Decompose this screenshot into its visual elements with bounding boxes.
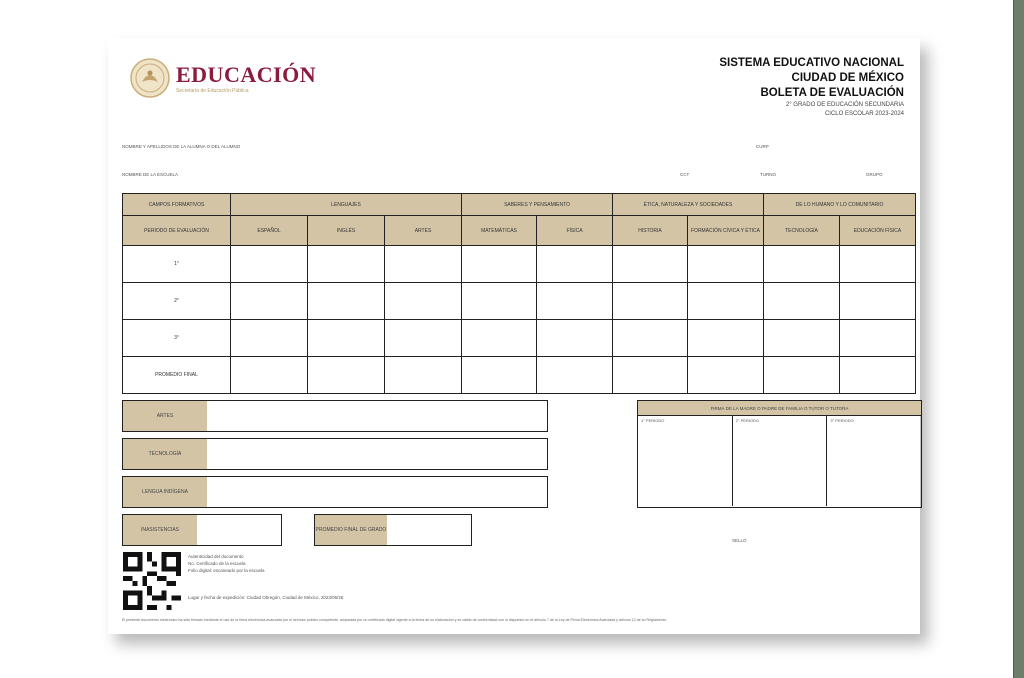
group-header: ÉTICA, NATURALEZA Y SOCIEDADES [613, 194, 764, 216]
grade-cell[interactable] [537, 283, 613, 320]
signature-section [637, 400, 922, 508]
legal-footer: El presente documento electrónico ha sido firmado mediante el uso de la firma electrónica avanzada por el servidor público competente, amparada por un certificado digital vigente a la fecha de su elaboración y es válido de conformidad con lo dispuesto en el artículo 7 de la Ley de Firma Electrónica Avanzada y artículo 12 de su Reglamento. [122, 618, 667, 622]
artes-box-label: ARTES [123, 401, 207, 431]
subject-header: EDUCACIÓN FÍSICA [840, 216, 916, 246]
issue-place-date: Lugar y fecha de expedición: Ciudad Obregón, Ciudad de México, 2023/06/26 [188, 595, 344, 600]
grade-cell[interactable] [613, 283, 688, 320]
grade-cell[interactable] [308, 320, 385, 357]
group-header: DE LO HUMANO Y LO COMUNITARIO [764, 194, 916, 216]
subject-header: TECNOLOGÍA [764, 216, 840, 246]
group-header: LENGUAJES [231, 194, 462, 216]
student-name-label: NOMBRE Y APELLIDOS DE LA ALUMNA O DEL ALUMNO [122, 144, 241, 149]
periodo-header: PERIODO DE EVALUACIÓN [123, 216, 231, 246]
sello-label: SELLO [732, 538, 747, 543]
validation-line-2: No. Certificado de la escuela [188, 561, 246, 566]
education-logo-text: EDUCACIÓN [176, 62, 317, 87]
education-logo-subtitle: Secretaría de Educación Pública [176, 88, 249, 94]
promedio-final-box[interactable] [314, 514, 472, 546]
artes-box[interactable] [122, 400, 548, 432]
period-label: 2° [123, 283, 231, 320]
window-edge [1013, 0, 1024, 678]
subject-header: ESPAÑOL [231, 216, 308, 246]
qr-code-icon [122, 552, 182, 610]
grade-cell[interactable] [688, 320, 764, 357]
grade-cell[interactable] [231, 283, 308, 320]
grade-cell[interactable] [231, 246, 308, 283]
inasistencias-box-label: INASISTENCIAS [123, 515, 197, 545]
grade-cell[interactable] [840, 283, 916, 320]
signature-period-label: 1° PERIODO [641, 418, 665, 423]
grade-cell[interactable] [840, 246, 916, 283]
grade-cell[interactable] [688, 246, 764, 283]
grade-cell[interactable] [764, 246, 840, 283]
grade-cell[interactable] [688, 357, 764, 394]
city-title: CIUDAD DE MÉXICO [791, 72, 904, 84]
signature-heading: FIRMA DE LA MADRE O PADRE DE FAMILIA O TUTOR O TUTORA [638, 401, 921, 416]
eagle-seal-logo [130, 58, 170, 98]
grade-cell[interactable] [385, 320, 462, 357]
curp-label: CURP [756, 144, 769, 149]
grade-cell[interactable] [385, 357, 462, 394]
evaluation-report-card [108, 38, 920, 634]
tecnologia-box[interactable] [122, 438, 548, 470]
subject-header: MATEMÁTICAS [462, 216, 537, 246]
campos-header: CAMPOS FORMATIVOS [123, 194, 231, 216]
school-year: CICLO ESCOLAR 2023-2024 [824, 111, 904, 117]
grade-cell[interactable] [462, 246, 537, 283]
document-header [719, 56, 904, 119]
grades-table [122, 193, 916, 394]
grade-cell[interactable] [840, 357, 916, 394]
subject-header: INGLÉS [308, 216, 385, 246]
subject-header: FORMACIÓN CÍVICA Y ÉTICA [688, 216, 764, 246]
grade-cell[interactable] [308, 283, 385, 320]
subject-header: HISTORIA [613, 216, 688, 246]
grade-cell[interactable] [613, 357, 688, 394]
grade-cell[interactable] [231, 320, 308, 357]
grade-cell[interactable] [537, 320, 613, 357]
signature-period-label: 2° PERIODO [735, 418, 760, 423]
grade-cell[interactable] [764, 283, 840, 320]
subject-header: ARTES [385, 216, 462, 246]
signature-period-label: 3° PERIODO [830, 418, 854, 423]
signature-period-3[interactable] [827, 416, 921, 506]
inasistencias-box[interactable] [122, 514, 282, 546]
report-title: BOLETA DE EVALUACIÓN [760, 87, 904, 99]
grade-cell[interactable] [462, 357, 537, 394]
period-label: 3° [123, 320, 231, 357]
turno-label: TURNO [760, 172, 776, 177]
grade-cell[interactable] [537, 357, 613, 394]
grade-cell[interactable] [613, 246, 688, 283]
signature-period-2[interactable] [733, 416, 828, 506]
system-title: SISTEMA EDUCATIVO NACIONAL [719, 57, 904, 69]
grade-cell[interactable] [462, 283, 537, 320]
grade-cell[interactable] [688, 283, 764, 320]
signature-period-1[interactable] [638, 416, 733, 506]
validation-line-1: Autenticidad del documento [188, 554, 244, 559]
promedio-final-box-label: PROMEDIO FINAL DE GRADO [315, 515, 387, 545]
validation-line-3: Folio digital: escaneado por la escuela [188, 568, 265, 573]
subject-header: FÍSICA [537, 216, 613, 246]
grade-cell[interactable] [764, 320, 840, 357]
grade-cell[interactable] [840, 320, 916, 357]
grade-cell[interactable] [613, 320, 688, 357]
grade-cell[interactable] [231, 357, 308, 394]
school-name-label: NOMBRE DE LA ESCUELA [122, 172, 179, 177]
grade-cell[interactable] [385, 283, 462, 320]
period-label: 1° [123, 246, 231, 283]
grade-label: 2° GRADO DE EDUCACIÓN SECUNDARIA [785, 102, 904, 108]
grade-cell[interactable] [764, 357, 840, 394]
grade-cell[interactable] [308, 246, 385, 283]
tecnologia-box-label: TECNOLOGÍA [123, 439, 207, 469]
grade-cell[interactable] [385, 246, 462, 283]
grade-cell[interactable] [537, 246, 613, 283]
cct-label: CCT [680, 172, 690, 177]
lengua-indigena-box[interactable] [122, 476, 548, 508]
grupo-label: GRUPO [866, 172, 883, 177]
group-header: SABERES Y PENSAMIENTO [462, 194, 613, 216]
lengua-indigena-box-label: LENGUA INDÍGENA [123, 477, 207, 507]
grade-cell[interactable] [462, 320, 537, 357]
period-label: PROMEDIO FINAL [123, 357, 231, 394]
grade-cell[interactable] [308, 357, 385, 394]
